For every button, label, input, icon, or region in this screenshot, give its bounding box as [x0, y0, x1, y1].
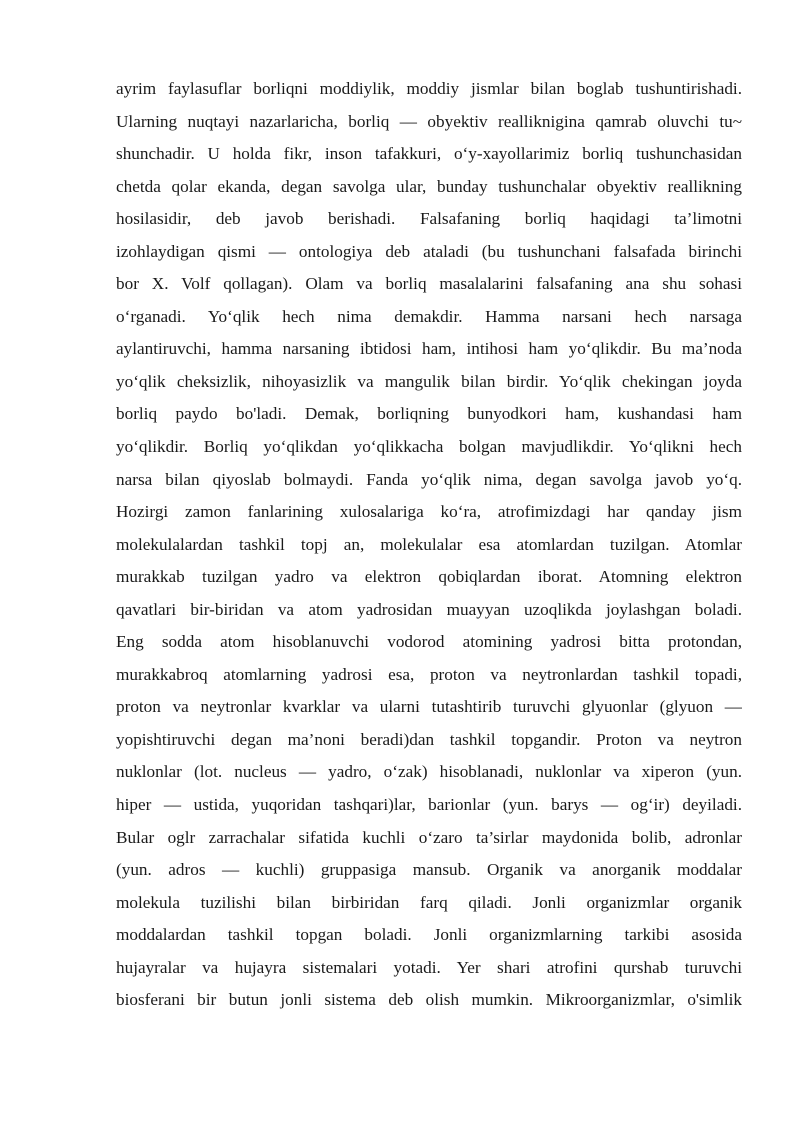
text-line: Bular oglr zarrachalar sifatida kuchli o‘zaro ta’sirlar maydonida bolib, adronlar: [116, 827, 742, 847]
body-text: [116, 78, 742, 1022]
text-line: molekula tuzilishi bilan birbiridan farq qiladi. Jonli organizmlar organik: [116, 892, 742, 912]
text-line: qavatlari bir-biridan va atom yadrosidan muayyan uzoqlikda joylashgan boladi.: [116, 599, 742, 619]
text-line: hujayralar va hujayra sistemalari yotadi. Yer shari atrofini qurshab turuvchi: [116, 957, 742, 977]
text-line: o‘rganadi. Yo‘qlik hech nima demakdir. Hamma narsani hech narsaga: [116, 306, 742, 326]
text-line: molekulalardan tashkil topj an, molekulalar esa atomlardan tuzilgan. Atomlar: [116, 534, 742, 554]
text-line: murakkabroq atomlarning yadrosi esa, proton va neytronlardan tashkil topadi,: [116, 664, 742, 684]
text-line: proton va neytronlar kvarklar va ularni tutashtirib turuvchi glyuonlar (glyuon —: [116, 697, 742, 717]
text-line: narsa bilan qiyoslab bolmaydi. Fanda yo‘qlik nima, degan savolga javob yo‘q.: [116, 469, 742, 489]
text-line: hosilasidir, deb javob berishadi. Falsafaning borliq haqidagi ta’limotni: [116, 209, 742, 229]
text-line: izohlaydigan qismi — ontologiya deb ataladi (bu tushunchani falsafada birinchi: [116, 241, 742, 261]
text-line: yo‘qlikdir. Borliq yo‘qlikdan yo‘qlikkacha bolgan mavjudlikdir. Yo‘qlikni hech: [116, 437, 742, 457]
text-line: chetda qolar ekanda, degan savolga ular, bunday tushunchalar obyektiv reallikning: [116, 176, 742, 196]
text-line: ayrim faylasuflar borliqni moddiylik, moddiy jismlar bilan boglab tushuntirishadi.: [116, 79, 742, 98]
text-line: yo‘qlik cheksizlik, nihoyasizlik va mangulik bilan birdir. Yo‘qlik chekingan joyda: [116, 371, 742, 391]
text-line: hiper — ustida, yuqoridan tashqari)lar, barionlar (yun. barys — og‘ir) deyiladi.: [116, 795, 742, 815]
text-line: aylantiruvchi, hamma narsaning ibtidosi ham, intihosi ham yo‘qlikdir. Bu ma’noda: [116, 339, 742, 359]
text-line: Eng sodda atom hisoblanuvchi vodorod atomining yadrosi bitta protondan,: [116, 632, 742, 652]
text-line: borliq paydo bo'ladi. Demak, borliqning bunyodkori ham, kushandasi ham: [116, 404, 742, 424]
text-line: yopishtiruvchi degan ma’noni beradi)dan tashkil topgandir. Proton va neytron: [116, 729, 742, 749]
text-line: biosferani bir butun jonli sistema deb olish mumkin. Mikroorganizmlar, o'simlik: [116, 990, 742, 1010]
text-line: bor X. Volf qollagan). Olam va borliq masalalarini falsafaning ana shu sohasi: [116, 274, 742, 294]
text-line: Ularning nuqtayi nazarlaricha, borliq — obyektiv reallikniginа qamrab oluvchi tu~: [116, 111, 742, 131]
text-line: nuklonlar (lot. nucleus — yadro, o‘zak) hisoblanadi, nuklonlar va xiperon (yun.: [116, 762, 742, 782]
text-line: murakkab tuzilgan yadro va elektron qobiqlardan iborat. Atomning elektron: [116, 567, 742, 587]
text-line: shunchadir. U holda fikr, inson tafakkuri, o‘y-xayollarimiz borliq tushunchasidan: [116, 144, 742, 164]
text-line: Hozirgi zamon fanlarining xulosalariga ko‘ra, atrofimizdagi har qanday jism: [116, 502, 742, 522]
text-line: (yun. adros — kuchli) gruppasiga mansub. Organik va anorganik moddalar: [116, 860, 742, 880]
text-line: moddalardan tashkil topgan boladi. Jonli organizmlarning tarkibi asosida: [116, 925, 742, 945]
